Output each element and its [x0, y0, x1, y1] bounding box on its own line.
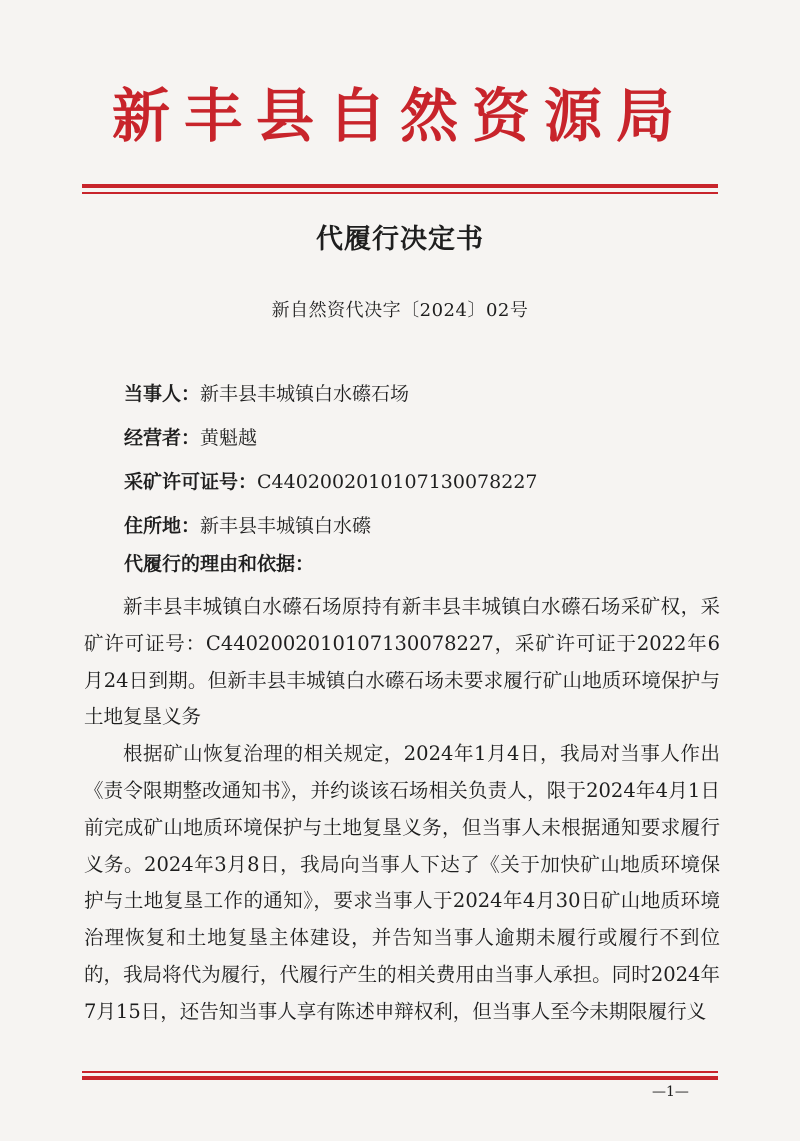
operator-line [124, 416, 724, 460]
document-number: 新自然资代决字〔2024〕02号 [271, 300, 529, 321]
license-value: C4402002010107130078227 [257, 471, 538, 493]
body-text [84, 589, 720, 1031]
agency-header: 新丰县自然资源局 [111, 82, 688, 150]
operator-label: 经营者： [124, 427, 201, 449]
party-name-label: 当事人： [124, 383, 201, 405]
header-red-rule-thin [82, 192, 718, 194]
party-info [124, 372, 724, 548]
document-title: 代履行决定书 [316, 224, 484, 255]
license-line [124, 460, 724, 504]
party-name-line [124, 372, 724, 416]
address-label: 住所地： [124, 515, 201, 537]
address-line [124, 504, 724, 548]
reason-heading: 代履行的理由和依据： [124, 553, 315, 575]
party-name-value: 新丰县丰城镇白水礤石场 [200, 383, 410, 405]
header-red-rule-thick [82, 184, 718, 188]
footer-red-rule-thin [82, 1071, 718, 1073]
operator-value: 黄魁越 [200, 427, 258, 449]
page-number: —1— [652, 1084, 689, 1100]
license-label: 采矿许可证号： [124, 471, 258, 493]
body-paragraph-1: 新丰县丰城镇白水礤石场原持有新丰县丰城镇白水礤石场采矿权，采矿许可证号：C4402002010107130078227，采矿许可证于2022年6月24日到期。但新丰县丰城镇白水礤石场未要求履行矿山地质环境保护与土地复垦义务 [84, 595, 720, 729]
address-value: 新丰县丰城镇白水礤 [200, 515, 372, 537]
body-paragraph-2: 根据矿山恢复治理的相关规定，2024年1月4日，我局对当事人作出《责令限期整改通知书》，并约谈该石场相关负责人，限于2024年4月1日前完成矿山地质环境保护与土地复垦义务，但当事人未根据通知要求履行义务。2024年3月8日，我局向当事人下达了《关于加快矿山地质环境保护与土地复垦工作的通知》，要求当事人于2024年4月30日矿山地质环境治理恢复和土地复垦主体建设，并告知当事人逾期未履行或履行不到位的，我局将代为履行，代履行产生的相关费用由当事人承担。同时2024年7月15日，还告知当事人享有陈述申辩权利，但当事人至今未期限履行义 [84, 742, 720, 1023]
footer-red-rule-thick [82, 1076, 718, 1080]
